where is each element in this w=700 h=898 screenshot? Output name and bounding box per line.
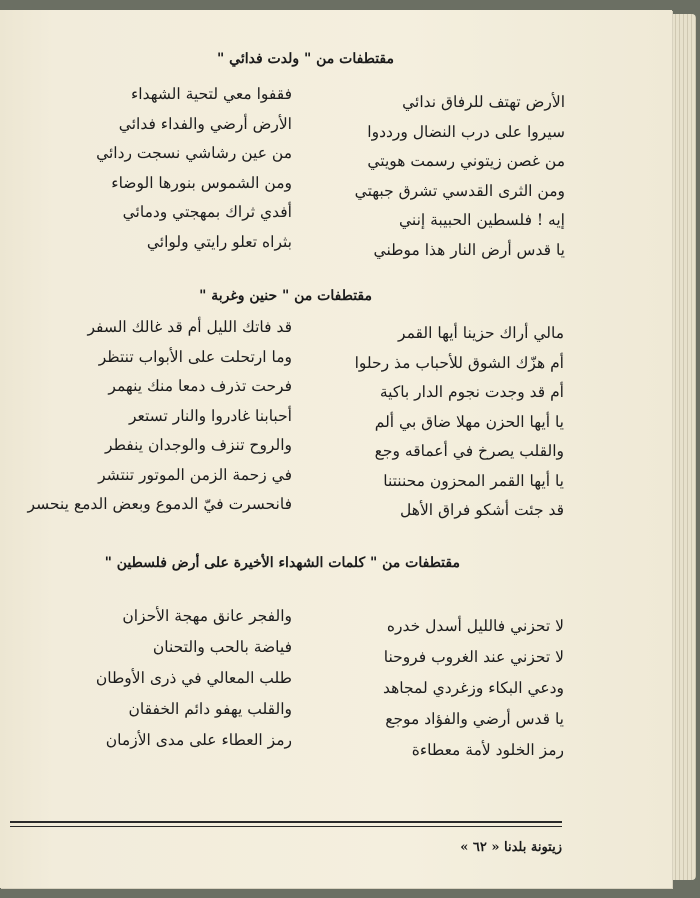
- poem-column-right: [296, 611, 564, 766]
- section-title: مقتطفات من " ولدت فدائي ": [217, 51, 394, 67]
- verse-line: في زحمة الزمن الموتور تنتشر: [98, 465, 292, 484]
- verse-line: فانحسرت فيّ الدموع وبعض الدمع ينحسر: [27, 495, 292, 513]
- verse-line: وما ارتحلت على الأبواب تنتظر: [98, 347, 292, 366]
- verse-line: والقلب يهفو دائم الخفقان: [128, 700, 292, 718]
- verse-line: مالي أراك حزينا أيها القمر: [398, 324, 564, 342]
- verse-line: ودعي البكاء وزغردي لمجاهد: [383, 679, 564, 697]
- verse-line: والروح تنزف والوجدان ينفطر: [105, 436, 292, 454]
- verse-line: لا تحزني فالليل أسدل خدره: [386, 617, 564, 635]
- verse-line: سيروا على درب النضال ورددوا: [367, 122, 565, 141]
- verse-line: أم هزّك الشوق للأحباب مذ رحلوا: [354, 353, 564, 372]
- verse-line: بثراه تعلو رايتي ولوائي: [146, 232, 292, 251]
- verse-line: أفدي ثراك بمهجتي ودمائي: [122, 203, 292, 221]
- verse-line: قد فاتك الليل أم قد غالك السفر: [87, 318, 292, 336]
- verse-line: من غصن زيتوني رسمت هويتي: [367, 152, 565, 170]
- verse-line: يا قدس أرضي والفؤاد موجع: [385, 710, 564, 728]
- verse-line: أحبابنا غادروا والنار تستعر: [128, 406, 292, 425]
- footer-rule: [10, 821, 562, 823]
- poem-column-right: [300, 319, 564, 526]
- verse-line: والقلب يصرخ في أعماقه وجع: [374, 442, 564, 460]
- verse-line: من عين رشاشي نسجت ردائي: [96, 144, 292, 162]
- section-title: مقتطفات من " حنين وغربة ": [199, 288, 372, 304]
- footer-rule-thin: [10, 826, 562, 827]
- verse-line: طلب المعالي في ذرى الأوطان: [95, 669, 292, 687]
- verse-line: يا أيها الحزن مهلا ضاق بي ألم: [374, 412, 564, 431]
- page-footer: زيتونة بلدنا « ٦٢ »: [460, 840, 562, 855]
- verse-line: قد جئت أشكو فراق الأهل: [400, 501, 564, 519]
- verse-line: أم قد وجدت نجوم الدار باكية: [379, 383, 564, 401]
- verse-line: رمز العطاء على مدى الأزمان: [105, 731, 292, 749]
- verse-line: ومن الثرى القدسي تشرق جبهتي: [354, 181, 565, 200]
- verse-line: لا تحزني عند الغروب فروحنا: [383, 648, 564, 666]
- poem-column-right: [310, 88, 565, 265]
- poem-column-left: [27, 313, 292, 520]
- verse-line: الأرض تهتف للرفاق ندائي: [402, 93, 565, 111]
- verse-line: يا أيها القمر المحزون محننتنا: [383, 471, 564, 490]
- verse-line: والفجر عانق مهجة الأحزان: [122, 607, 292, 625]
- poem-column-left: [30, 601, 292, 756]
- verse-line: فقفوا معي لتحية الشهداء: [130, 85, 292, 103]
- verse-line: فياضة بالحب والتحنان: [152, 638, 292, 656]
- verse-line: فرحت تذرف دمعا منك ينهمر: [108, 377, 292, 395]
- verse-line: إيه ! فلسطين الحبيبة إنني: [398, 211, 565, 229]
- verse-line: يا قدس أرض النار هذا موطني: [373, 240, 565, 259]
- poem-column-left: [36, 80, 292, 257]
- book-page: [0, 10, 672, 888]
- verse-line: ومن الشموس بنورها الوضاء: [111, 173, 292, 192]
- verse-line: الأرض أرضي والفداء فدائي: [118, 114, 292, 133]
- section-title: مقتطفات من " كلمات الشهداء الأخيرة على أرض فلسطين ": [104, 555, 460, 571]
- verse-line: رمز الخلود لأمة معطاءة: [411, 741, 564, 759]
